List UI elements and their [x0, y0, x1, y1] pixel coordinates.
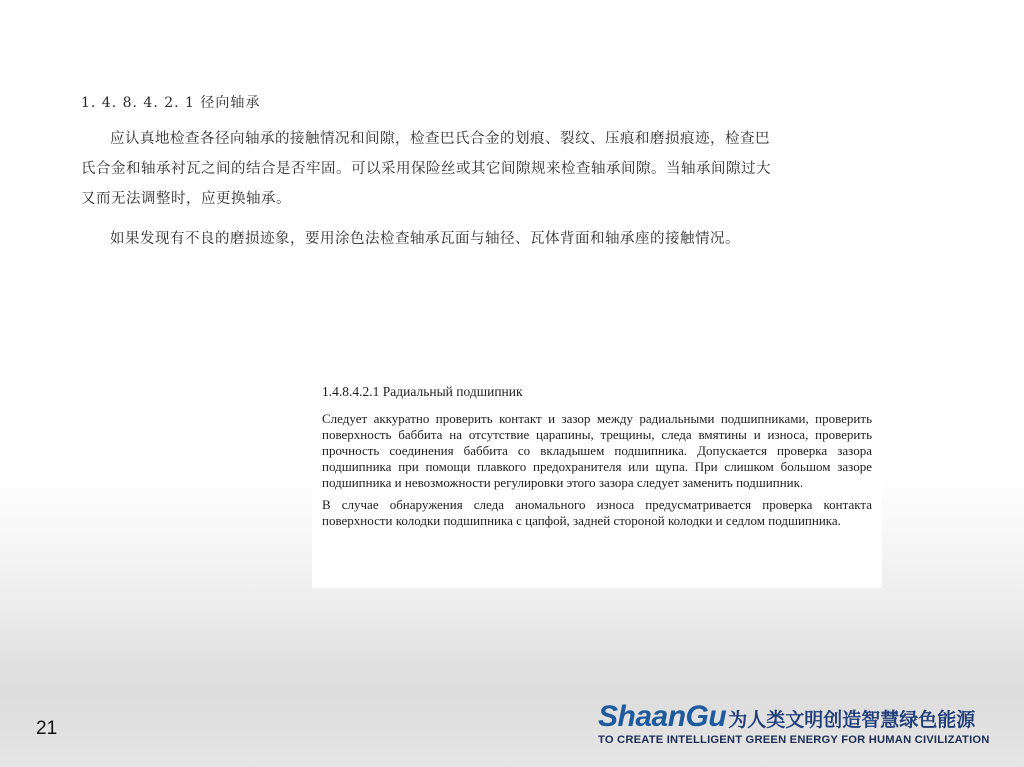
russian-paragraph: Следует аккуратно проверить контакт и зазор между радиальными подшипниками, проверить поверхность баббита на отсутствие царапины, трещины, следа вмятины и износа, проверить прочность соединения баббита со вкладышем подшипника. Допускается проверка зазора подшипника при помощи плавкого предохранителя или щупа. При слишком большом зазоре подшипника и невозможности регулировки этого зазора следует заменить подшипник. — [322, 411, 872, 490]
chinese-section-heading: 1. 4. 8. 4. 2. 1 径向轴承 — [81, 95, 261, 111]
slide-page-number: 21 — [36, 718, 58, 739]
russian-section-heading: 1.4.8.4.2.1 Радиальный подшипник — [322, 384, 523, 399]
chinese-paragraph: 如果发现有不良的磨损迹象，要用涂色法检查轴承瓦面与轴径、瓦体背面和轴承座的接触情况。 — [110, 231, 740, 247]
russian-paragraph: В случае обнаружения следа аномального износа предусматривается проверка контакта поверхности колодки подшипника с цапфой, задней стороной колодки и седлом подшипника. — [322, 497, 872, 528]
logo-brand-name: ShaanGu — [598, 700, 727, 733]
chinese-paragraph: 应认真地检查各径向轴承的接触情况和间隙，检查巴氏合金的划痕、裂纹、压痕和磨损痕迹，检查巴氏合金和轴承衬瓦之间的结合是否牢固。可以采用保险丝或其它间隙规来检查轴承间隙。当轴承间隙过大又而无法调整时，应更换轴承。 — [81, 131, 771, 207]
logo-chinese-slogan: 为人类文明创造智慧绿色能源 — [728, 709, 976, 731]
logo-tagline: TO CREATE INTELLIGENT GREEN ENERGY FOR HUMAN CIVILIZATION — [598, 734, 990, 746]
russian-text-block — [312, 378, 882, 588]
company-logo — [598, 700, 1008, 752]
logo-title-row — [598, 700, 1008, 734]
chinese-text-block — [81, 92, 771, 264]
